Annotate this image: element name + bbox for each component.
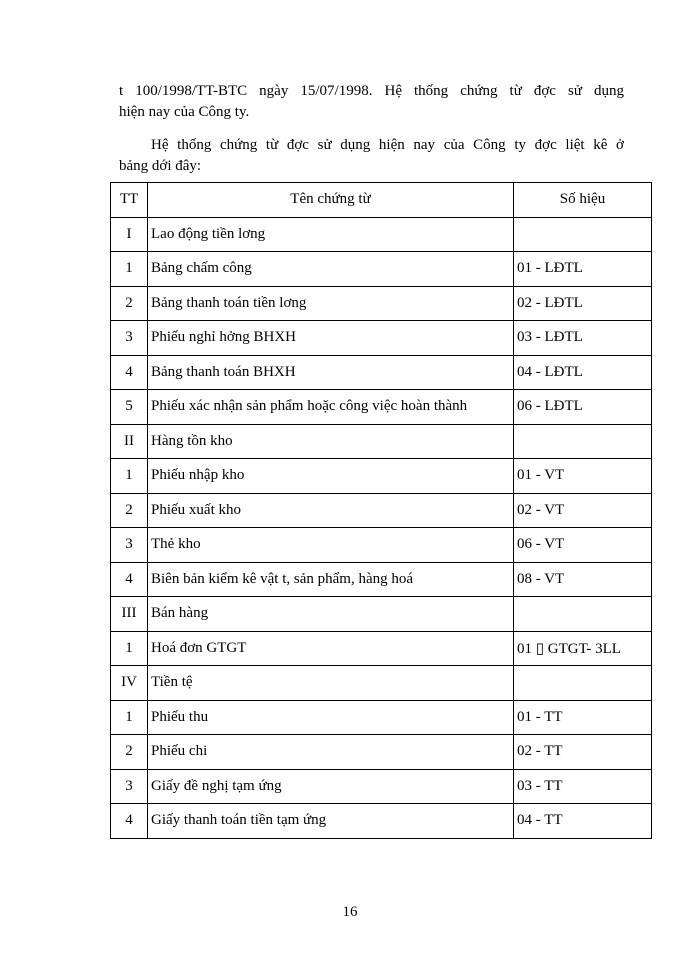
cell-name: Giấy thanh toán tiền tạm ứng (148, 804, 514, 839)
cell-tt: 2 (111, 735, 148, 770)
intro-paragraph-2 (119, 135, 624, 177)
table-row (111, 217, 652, 252)
cell-code (514, 217, 652, 252)
cell-tt: IV (111, 666, 148, 701)
cell-tt: I (111, 217, 148, 252)
intro-line-4: bảng dới đây: (119, 158, 202, 174)
table-header-row (111, 183, 652, 218)
table-body (111, 217, 652, 838)
cell-tt: 3 (111, 321, 148, 356)
cell-name: Phiếu nghỉ hởng BHXH (148, 321, 514, 356)
cell-tt: 3 (111, 528, 148, 563)
cell-code: 01 - LĐTL (514, 252, 652, 287)
table-row (111, 666, 652, 701)
cell-tt: III (111, 597, 148, 632)
intro-line-1: t 100/1998/TT-BTC ngày 15/07/1998. Hệ thống chứng từ đợc sử dụng (119, 83, 624, 99)
cell-tt: 1 (111, 631, 148, 666)
cell-name: Giấy đề nghị tạm ứng (148, 769, 514, 804)
cell-name: Biên bản kiểm kê vật t, sản phẩm, hàng hoá (148, 562, 514, 597)
intro-line-3: Hệ thống chứng từ đợc sử dụng hiện nay của Công ty đợc liệt kê ở (151, 137, 624, 153)
cell-code (514, 597, 652, 632)
table-row (111, 735, 652, 770)
cell-code: 02 - TT (514, 735, 652, 770)
cell-name: Bảng thanh toán tiền lơng (148, 286, 514, 321)
cell-name: Bảng chấm công (148, 252, 514, 287)
intro-paragraph-1 (119, 81, 624, 123)
table-row (111, 424, 652, 459)
cell-tt: 2 (111, 493, 148, 528)
cell-code: 06 - VT (514, 528, 652, 563)
cell-code: 02 - LĐTL (514, 286, 652, 321)
table-row (111, 355, 652, 390)
table-row (111, 597, 652, 632)
cell-tt: II (111, 424, 148, 459)
cell-code (514, 666, 652, 701)
table-row (111, 459, 652, 494)
cell-name: Hoá đơn GTGT (148, 631, 514, 666)
table-row (111, 493, 652, 528)
cell-tt: 2 (111, 286, 148, 321)
cell-code: 01 - TT (514, 700, 652, 735)
cell-code: 03 - LĐTL (514, 321, 652, 356)
cell-name: Lao động tiền lơng (148, 217, 514, 252)
header-name: Tên chứng từ (148, 183, 514, 218)
table-row (111, 252, 652, 287)
cell-name: Bán hàng (148, 597, 514, 632)
cell-code: 02 - VT (514, 493, 652, 528)
cell-code: 06 - LĐTL (514, 390, 652, 425)
table-row (111, 528, 652, 563)
cell-name: Bảng thanh toán BHXH (148, 355, 514, 390)
cell-name: Phiếu nhập kho (148, 459, 514, 494)
cell-tt: 1 (111, 459, 148, 494)
header-code: Số hiệu (514, 183, 652, 218)
table-row (111, 804, 652, 839)
cell-tt: 3 (111, 769, 148, 804)
cell-code: 04 - TT (514, 804, 652, 839)
cell-code: 03 - TT (514, 769, 652, 804)
cell-code: 04 - LĐTL (514, 355, 652, 390)
cell-tt: 1 (111, 252, 148, 287)
page-number: 16 (342, 904, 358, 920)
table-row (111, 390, 652, 425)
table-row (111, 700, 652, 735)
cell-tt: 1 (111, 700, 148, 735)
table-row (111, 562, 652, 597)
cell-code: 01 - VT (514, 459, 652, 494)
cell-code: 08 - VT (514, 562, 652, 597)
intro-line-2: hiện nay của Công ty. (119, 104, 250, 120)
cell-tt: 4 (111, 562, 148, 597)
cell-code: 01 ▯ GTGT- 3LL (514, 631, 652, 666)
table-row (111, 321, 652, 356)
cell-name: Phiếu chi (148, 735, 514, 770)
table-row (111, 769, 652, 804)
cell-name: Hàng tồn kho (148, 424, 514, 459)
cell-tt: 5 (111, 390, 148, 425)
cell-name: Phiếu xuất kho (148, 493, 514, 528)
table-row (111, 286, 652, 321)
cell-tt: 4 (111, 804, 148, 839)
cell-name: Phiếu thu (148, 700, 514, 735)
documents-table (110, 182, 652, 839)
cell-name: Tiền tệ (148, 666, 514, 701)
cell-name: Phiếu xác nhận sản phẩm hoặc công việc hoàn thành (148, 390, 514, 425)
cell-name: Thẻ kho (148, 528, 514, 563)
header-tt: TT (111, 183, 148, 218)
table-row (111, 631, 652, 666)
cell-code (514, 424, 652, 459)
cell-tt: 4 (111, 355, 148, 390)
